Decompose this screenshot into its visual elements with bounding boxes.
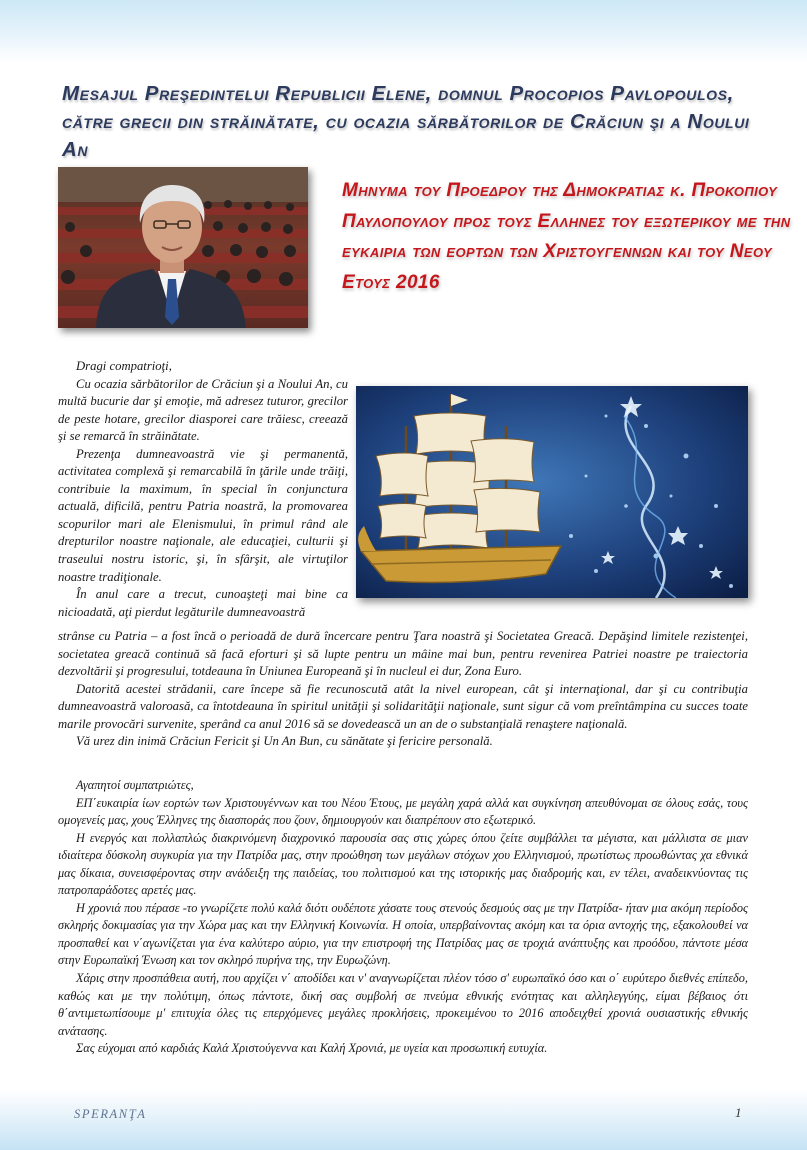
romanian-closing: Vă urez din inimă Crăciun Fericit şi Un An Bun, cu sănătate şi fericire personală. (76, 734, 493, 749)
greek-paragraph: Η ενεργός και πολλαπλώς διακρινόμενη διαχρονικό παρουσία σας στις χώρες όπου ζείτε συμβάλλει τα μέγιστα, και μάλλιστα σε μιαν ιδιαίτερα δύσκολη συγκυρία για την Πατρίδα μας, στην προώθηση των μεγάλων στόχων χου Ελληνισμού, πρωτίστως προωθώντας χα εθνικά μας δίκαια, συνεισφέροντας στην ανάδειξη της παιδείας, του πολιτισμού και της ιστορικής μας διαδρομής και, εν τέλει, αναδεικνύοντας τις πατροπαράδοτες αρετές μας. (58, 830, 748, 898)
greek-closing: Σας εύχομαι από καρδιάς Καλά Χριστούγεννα και Καλή Χρονιά, με υγεία και προσωπική ευτυχία. (76, 1041, 548, 1056)
publication-name: SPERANŢA (74, 1107, 147, 1121)
greek-letter (58, 777, 748, 1058)
top-decorative-band (0, 0, 807, 62)
greek-paragraph: Η χρονιά που πέρασε -το γνωρίζετε πολύ καλά διότι ουδέποτε χάσατε τους στενούς δεσμούς σας με την Πατρίδα- ήταν μια ακόμη περίοδος σκληρής δοκιμασίας για την Χώρα μας και την Ελληνική Κοινωνία. Η οποία, υπερβαίνοντας ακόμη και τα όρια αντοχής της, εξακολουθεί να προσπαθεί και ν΄αγωνίζεται για ένα καλύτερο αύριο, για την επιστροφή της Πατρίδας μας σε τροχιά ανάπτυξης και προόδου, πάντοτε μέσα στην Ευρωπαϊκή Ένωση και τον σκληρό πυρήνα της, την Ευρωζώνη. (58, 900, 748, 968)
romanian-paragraph: În anul care a trecut, cunoaşteţi mai bine ca nicioadată, aţi pierdut legăturile dumneavoastră (58, 587, 348, 619)
romanian-letter-column (58, 358, 348, 621)
greek-paragraph: ΕΠ΄ευκαιρία ίων εορτών των Χριστουγέννων και του Νέου Έτους, με μεγάλη χαρά αλλά και συγκίνηση απευθύνομαι σε όλους εσάς, τους ομογενείς μας, χους Έλληνες της διασποράς που ζουν, δημιουργούν και διαπρέπουν στο εξωτερικό. (58, 795, 748, 828)
page-number: 1 (735, 1105, 742, 1120)
greek-heading: Μηνυμα του Προεδρου της Δημοκρατιας κ. Προκοπιου Παυλοπουλου προς τους Ελληνες του εξωτερικου με την ευκαιρια των εορτων των Χριστουγεννων και του Νεου Ετους 2016 (342, 180, 791, 293)
christmas-ship-image (356, 386, 748, 598)
romanian-heading: Mesajul Preşedintelui Republicii Elene, domnul Procopios Pavlopoulos, către grecii din străinătate, cu ocazia sărbătorilor de Crăciun şi a Noului An (62, 82, 750, 161)
romanian-paragraph: Datorită acestei strădanii, care începe să fie recunoscută atât la nivel european, cât şi internaţional, dar şi cu contribuţia dumneavoastră valoroasă, ca întotdeauna în spiritul unităţii şi solidarităţii naţionale, sunt sigur că vom preîntâmpina cu succes toate marile provocări survenite, sperând ca anul 2016 să se dovedească un an de o substanţială renaştere naţională. (58, 681, 748, 731)
greek-salutation: Αγαπητοί συμπατριώτες, (76, 778, 194, 792)
romanian-paragraph: Prezenţa dumneavoastră vie şi permanentă, activitatea complexă şi remarcabilă în ţările unde trăiţi, contribuie la maximum, în special în conjunctura actuală, dificilă, pentru Patria noastră, la promovarea scopurilor mari ale Elenismului, în primul rând ale drepturilor noastre naţionale, ale educaţiei, culturii şi traseului nostru istoric, şi, în sfârşit, ale virtuţilor noastre tradiţionale. (58, 446, 348, 584)
romanian-paragraph: strânse cu Patria – a fost încă o perioadă de durǎ încercare pentru Ţara noastră şi Societatea Greacă. Depăşind limitele rezistenţei, societatea greacă continuă să facă eforturi şi să lupte pentru un mâine mai bun, pentru revenirea Patriei noastre pe traiectoria dezvoltării şi progresului, totdeauna în Uniunea Europeană şi în nucleul ei dur, Zona Euro. (58, 629, 748, 679)
romanian-paragraph: Cu ocazia sărbătorilor de Crăciun şi a Noului An, cu multă bucurie dar şi emoţie, mă adresez tuturor, grecilor de peste hotare, grecilor diasporei care trăiesc, creează şi se remarcă în străinătate. (58, 376, 348, 444)
greek-paragraph: Χάρις στην προσπάθεια αυτή, που αρχίζει ν΄ αποδίδει και ν' αναγνωρίζεται πλέον τόσο σ' ευρωπαϊκό όσο και ο΄ ευρύτερο διεθνές επίπεδο, καθώς και με την πολύτιμη, όπως πάντοτε, δική σας συμβολή σε πνεύμα εθνικής ενότητας και αλληλεγγύης, είμαι βέβαιος ότι θ΄αντιμετωπίσουμε μ' επιτυχία όλες τις επερχόμενες μεγάλες προκλήσεις, προκειμένου το 2016 αποδειχθεί χρονιά ουσιαστικής εθνικής ανάτασης. (58, 971, 748, 1038)
president-portrait-photo (58, 167, 308, 328)
romanian-letter-continued (58, 628, 748, 751)
romanian-salutation: Dragi compatrioţi, (76, 359, 172, 373)
